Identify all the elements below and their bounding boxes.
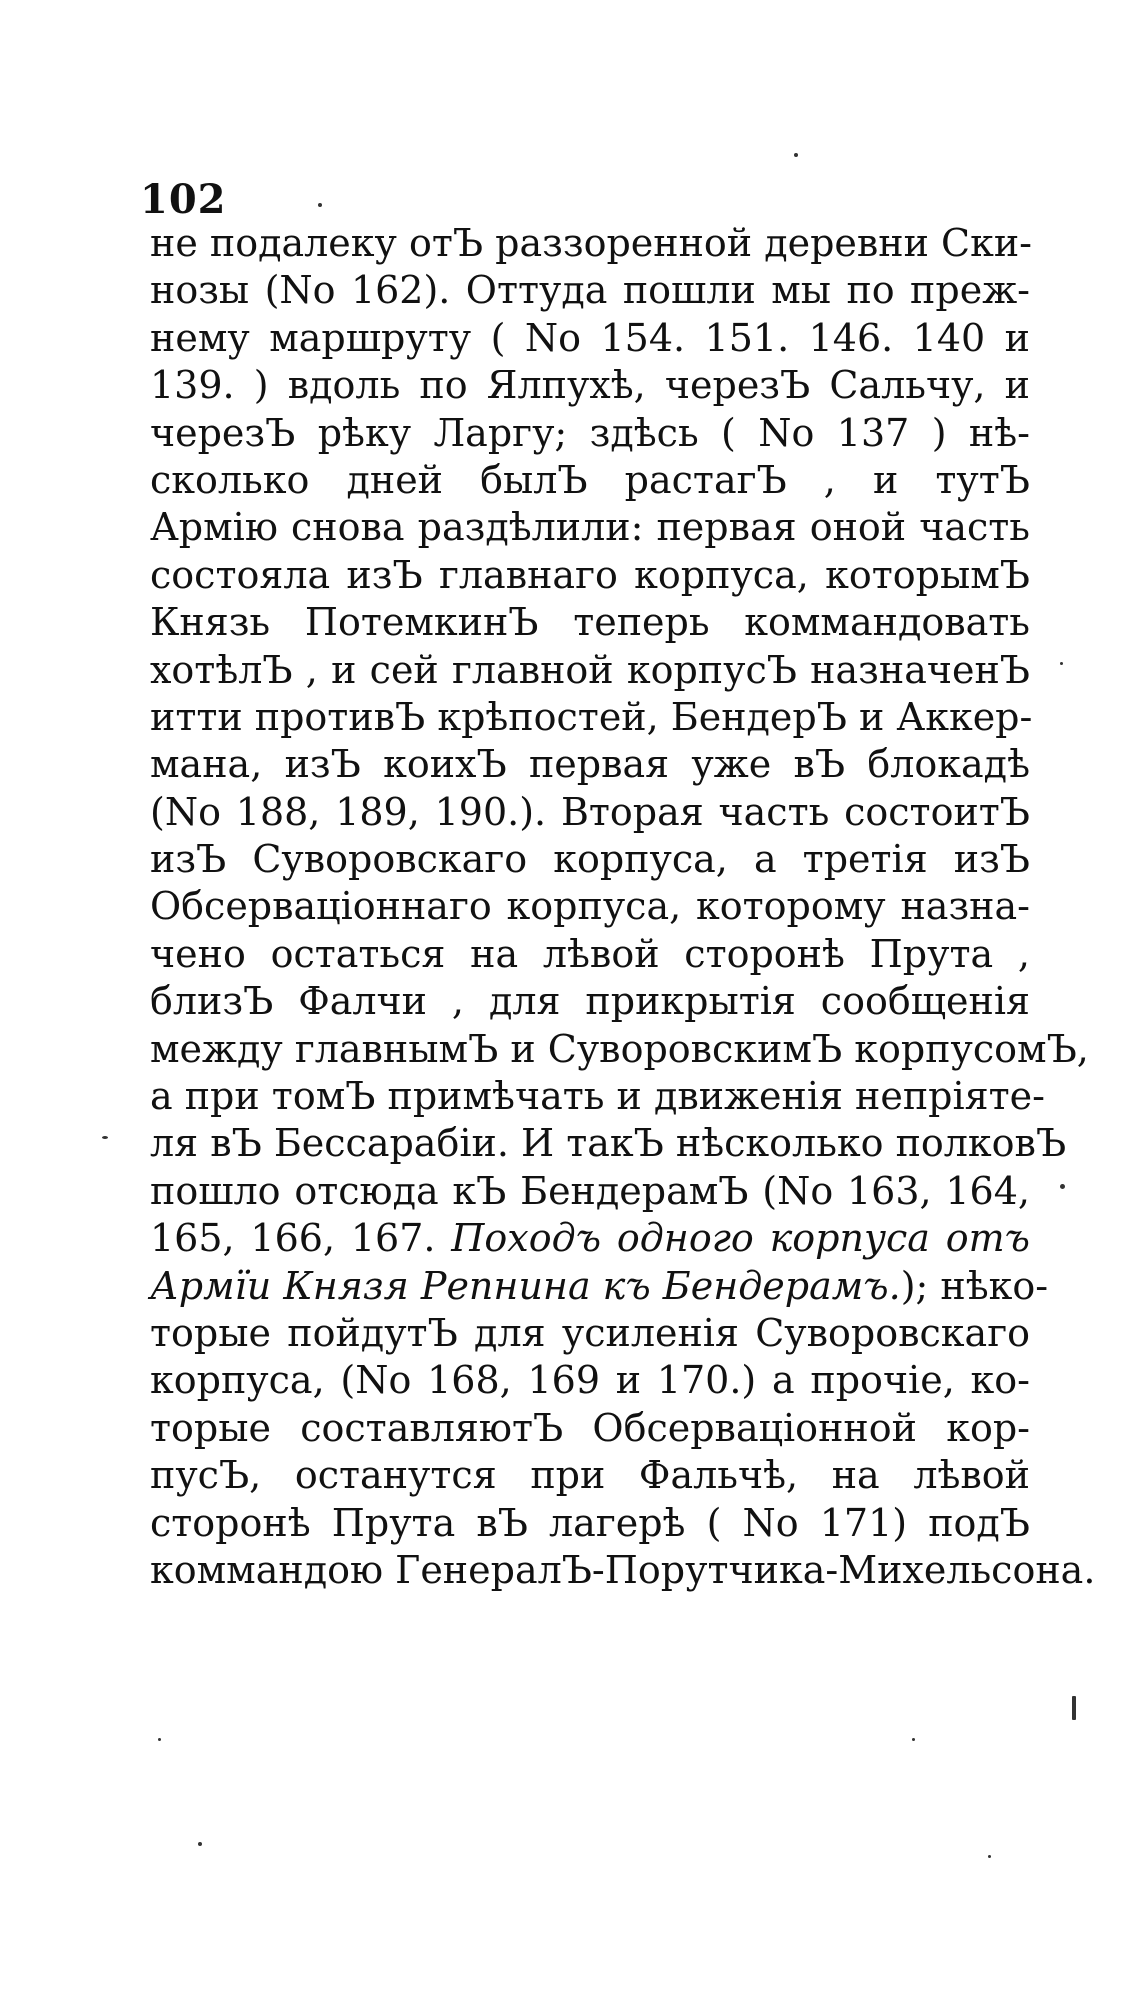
text-line: Князь ПотемкинЪ теперь коммандовать <box>150 600 1030 645</box>
text-line: Армію снова раздѣлили: первая оной часть <box>150 505 1030 550</box>
scan-speck <box>158 1738 161 1741</box>
text-line: (No 188, 189, 190.). Вторая часть состоитЪ <box>150 789 1030 834</box>
scan-speck <box>102 1136 108 1139</box>
scan-speck <box>912 1738 915 1741</box>
text-line: сторонѣ Прута вЪ лагерѣ ( No 171) подЪ <box>150 1500 1030 1545</box>
text-line: нозы (No 162). Оттуда пошли мы по преж- <box>150 268 1030 313</box>
text-line: Обсерваціоннаго корпуса, которому назна- <box>150 884 1030 929</box>
text-line: нему маршруту ( No 154. 151. 146. 140 и <box>150 315 1030 360</box>
text-line-mixed <box>150 1215 1030 1262</box>
scan-speck <box>794 153 798 157</box>
text-line: между главнымЪ и СуворовскимЪ корпусомЪ, <box>150 1026 1089 1071</box>
text-line: ля вЪ Бессарабіи. И такЪ нѣсколько полковЪ <box>150 1121 1067 1166</box>
text-line: не подалеку отЪ раззоренной деревни Ски- <box>150 221 1033 265</box>
text-segment: 165, 166, 167. <box>150 1216 452 1261</box>
text-line: корпуса, (No 168, 169 и 170.) а прочіе, ко- <box>150 1358 1030 1403</box>
text-line: 139. ) вдоль по Ялпухѣ, черезЪ Сальчу, и <box>150 363 1030 408</box>
text-line: итти противЪ крѣпостей, БендерЪ и Аккер- <box>150 694 1033 739</box>
scan-speck <box>1060 662 1063 665</box>
scan-speck <box>318 203 322 207</box>
scan-speck <box>988 1855 991 1858</box>
scan-speck <box>1072 1696 1076 1720</box>
text-line: хотѣлЪ , и сей главной корпусЪ назначенЪ <box>150 647 1030 692</box>
text-line: мана, изЪ коихЪ первая уже вЪ блокадѣ <box>150 742 1030 787</box>
text-line: а при томЪ примѣчать и движенія непріяте- <box>150 1074 1045 1119</box>
text-line: торые пойдутЪ для усиленія Суворовскаго <box>150 1310 1030 1355</box>
text-line: черезЪ рѣку Ларгу; здѣсь ( No 137 ) нѣ- <box>150 410 1030 455</box>
text-line: изЪ Суворовскаго корпуса, а третія изЪ <box>150 837 1030 882</box>
text-line: состояла изЪ главнаго корпуса, которымЪ <box>150 552 1030 597</box>
text-line: пошло отсюда кЪ БендерамЪ (No 163, 164, <box>150 1168 1030 1213</box>
italic-text: Армїи Князя Репнина къ Бендерамъ. <box>150 1263 901 1308</box>
text-line: близЪ Фалчи , для прикрытія сообщенія <box>150 979 1030 1024</box>
italic-text: Походъ одного корпуса отъ <box>451 1216 1030 1261</box>
text-segment: ); нѣко- <box>900 1263 1049 1308</box>
scan-speck <box>1060 1184 1065 1189</box>
text-line: чено остаться на лѣвой сторонѣ Прута , <box>150 931 1030 976</box>
text-line: коммандою ГенералЪ-Порутчика-Михельсона. <box>150 1547 1096 1592</box>
text-line: пусЪ, останутся при Фальчѣ, на лѣвой <box>150 1453 1030 1498</box>
page-number: 102 <box>140 176 227 223</box>
text-line: торые составляютЪ Обсерваціонной кор- <box>150 1405 1030 1450</box>
scan-speck <box>198 1842 202 1846</box>
body-text <box>150 220 1096 1594</box>
text-line-mixed <box>150 1263 1049 1310</box>
text-line: сколько дней былЪ растагЪ , и тутЪ <box>150 457 1030 502</box>
